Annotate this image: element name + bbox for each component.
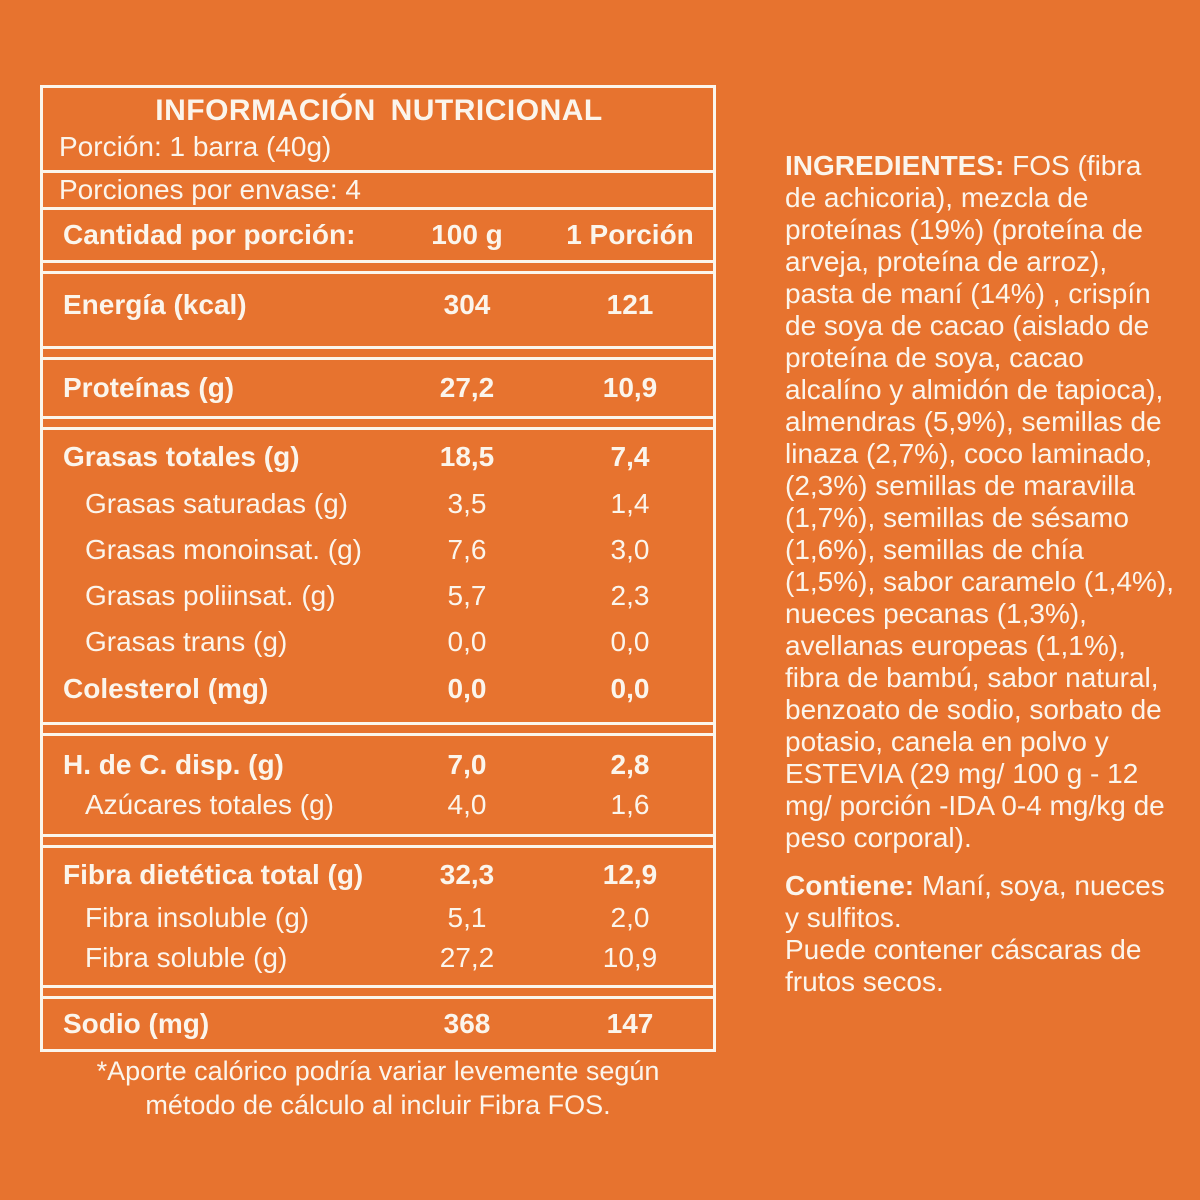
nutrition-facts-table — [40, 85, 716, 1052]
nutrient-label: Fibra dietética total (g) — [63, 859, 364, 890]
value-per-portion: 147 — [606, 1008, 654, 1039]
nutrient-label: Grasas saturadas (g) — [85, 488, 348, 519]
value-per-100g: 368 — [443, 1008, 491, 1039]
nutrient-row-grasas-trans — [43, 619, 713, 665]
value-per-portion: 0,0 — [610, 626, 650, 657]
value-per-portion: 7,4 — [610, 441, 650, 472]
value-per-100g: 5,7 — [447, 580, 487, 611]
fiber-section — [43, 848, 713, 985]
value-per-portion: 0,0 — [610, 673, 650, 704]
ingredients-panel — [785, 150, 1177, 998]
ingredients-paragraph — [785, 150, 1177, 854]
nutrient-row-energia — [43, 274, 713, 346]
nutrient-row-grasas-saturadas — [43, 481, 713, 527]
nutrient-label: Grasas monoinsat. (g) — [85, 534, 362, 565]
nutrient-label: Colesterol (mg) — [63, 673, 269, 704]
nutrient-row-fibra-soluble — [43, 938, 713, 985]
fats-section — [43, 430, 713, 722]
value-per-portion: 10,9 — [602, 372, 658, 403]
nutrient-row-grasas-totales — [43, 430, 713, 481]
nutrient-row-proteinas — [43, 360, 713, 416]
nutrient-label: Grasas totales (g) — [63, 441, 300, 472]
value-per-100g: 18,5 — [439, 441, 495, 472]
allergens-paragraph — [785, 870, 1177, 998]
value-per-100g: 3,5 — [447, 488, 487, 519]
value-per-100g: 0,0 — [447, 626, 487, 657]
value-per-100g: 27,2 — [439, 372, 495, 403]
value-per-portion: 10,9 — [602, 942, 658, 973]
nutrient-label: Grasas poliinsat. (g) — [85, 580, 336, 611]
nutrient-label: Sodio (mg) — [63, 1008, 210, 1039]
column-header-label: Cantidad por porción: — [63, 219, 356, 250]
value-per-portion: 1,4 — [610, 488, 650, 519]
value-per-100g: 5,1 — [447, 902, 487, 933]
value-per-portion: 12,9 — [602, 859, 658, 890]
nutrient-label: Proteínas (g) — [63, 372, 235, 403]
ingredients-heading: INGREDIENTES: — [785, 150, 1005, 181]
value-per-100g: 4,0 — [447, 789, 487, 820]
value-per-portion: 1,6 — [610, 789, 650, 820]
nutrient-row-colesterol — [43, 665, 713, 722]
footnote-line-2: método de cálculo al incluir Fibra FOS. — [145, 1090, 611, 1120]
column-header-row — [43, 210, 713, 260]
ingredients-text: FOS (fibra de achicoria), mezcla de proteínas (19%) (proteína de arveja, proteína de arroz), pasta de maní (14%) , crispín de soya de cacao (aislado de proteína de soya, cacao alcalíno y almidón de tapioca), almendras (5,9%), semillas de linaza (2,7%), coco laminado, (2,3%) semillas de maravilla (1,7%), semillas de sésamo (1,6%), semillas de chía (1,5%), sabor caramelo (1,4%), nueces pecanas (1,3%), avellanas europeas (1,1%), fibra de bambú, sabor natural, benzoato de sodio, sorbato de potasio, canela en polvo y ESTEVIA (29 mg/ 100 g - 12 mg/ porción -IDA 0-4 mg/kg de peso corporal). — [785, 150, 1175, 853]
value-per-100g: 32,3 — [439, 859, 495, 890]
nutrient-label: Grasas trans (g) — [85, 626, 288, 657]
contains-text: Maní, soya, nueces y sulfitos. — [785, 870, 1165, 933]
value-per-100g: 7,6 — [447, 534, 487, 565]
column-header-100g: 100 g — [431, 219, 503, 250]
nutrient-row-fibra-total — [43, 848, 713, 897]
nutrient-label: Energía (kcal) — [63, 289, 247, 320]
table-header-section — [43, 88, 713, 170]
nutrient-label: Fibra insoluble (g) — [85, 902, 310, 933]
nutrient-row-grasas-poliinsat — [43, 573, 713, 619]
nutrient-label: Fibra soluble (g) — [85, 942, 288, 973]
table-title: INFORMACIÓN NUTRICIONAL — [155, 94, 603, 127]
value-per-portion: 2,3 — [610, 580, 650, 611]
nutrient-row-fibra-insoluble — [43, 897, 713, 938]
serving-size: Porción: 1 barra (40g) — [59, 131, 332, 162]
value-per-100g: 0,0 — [447, 673, 487, 704]
nutrient-row-azucares — [43, 785, 713, 834]
value-per-100g: 304 — [443, 289, 491, 320]
nutrient-label: Azúcares totales (g) — [85, 789, 334, 820]
carbs-section — [43, 736, 713, 834]
may-contain-text: Puede contener cáscaras de frutos secos. — [785, 934, 1142, 997]
value-per-100g: 27,2 — [439, 942, 495, 973]
value-per-portion: 2,8 — [610, 749, 650, 780]
value-per-portion: 121 — [606, 289, 654, 320]
column-header-portion: 1 Porción — [566, 219, 694, 250]
value-per-100g: 7,0 — [447, 749, 487, 780]
nutrient-label: H. de C. disp. (g) — [63, 749, 284, 780]
value-per-portion: 2,0 — [610, 902, 650, 933]
caloric-footnote — [40, 1054, 716, 1122]
value-per-portion: 3,0 — [610, 534, 650, 565]
nutrient-row-hdec — [43, 736, 713, 785]
servings-per-container: Porciones por envase: 4 — [59, 174, 361, 205]
contains-heading: Contiene: — [785, 870, 915, 901]
footnote-line-1: *Aporte calórico podría variar levemente según — [96, 1056, 660, 1086]
nutrient-row-grasas-monoinsat — [43, 527, 713, 573]
nutrient-row-sodio — [43, 999, 713, 1049]
